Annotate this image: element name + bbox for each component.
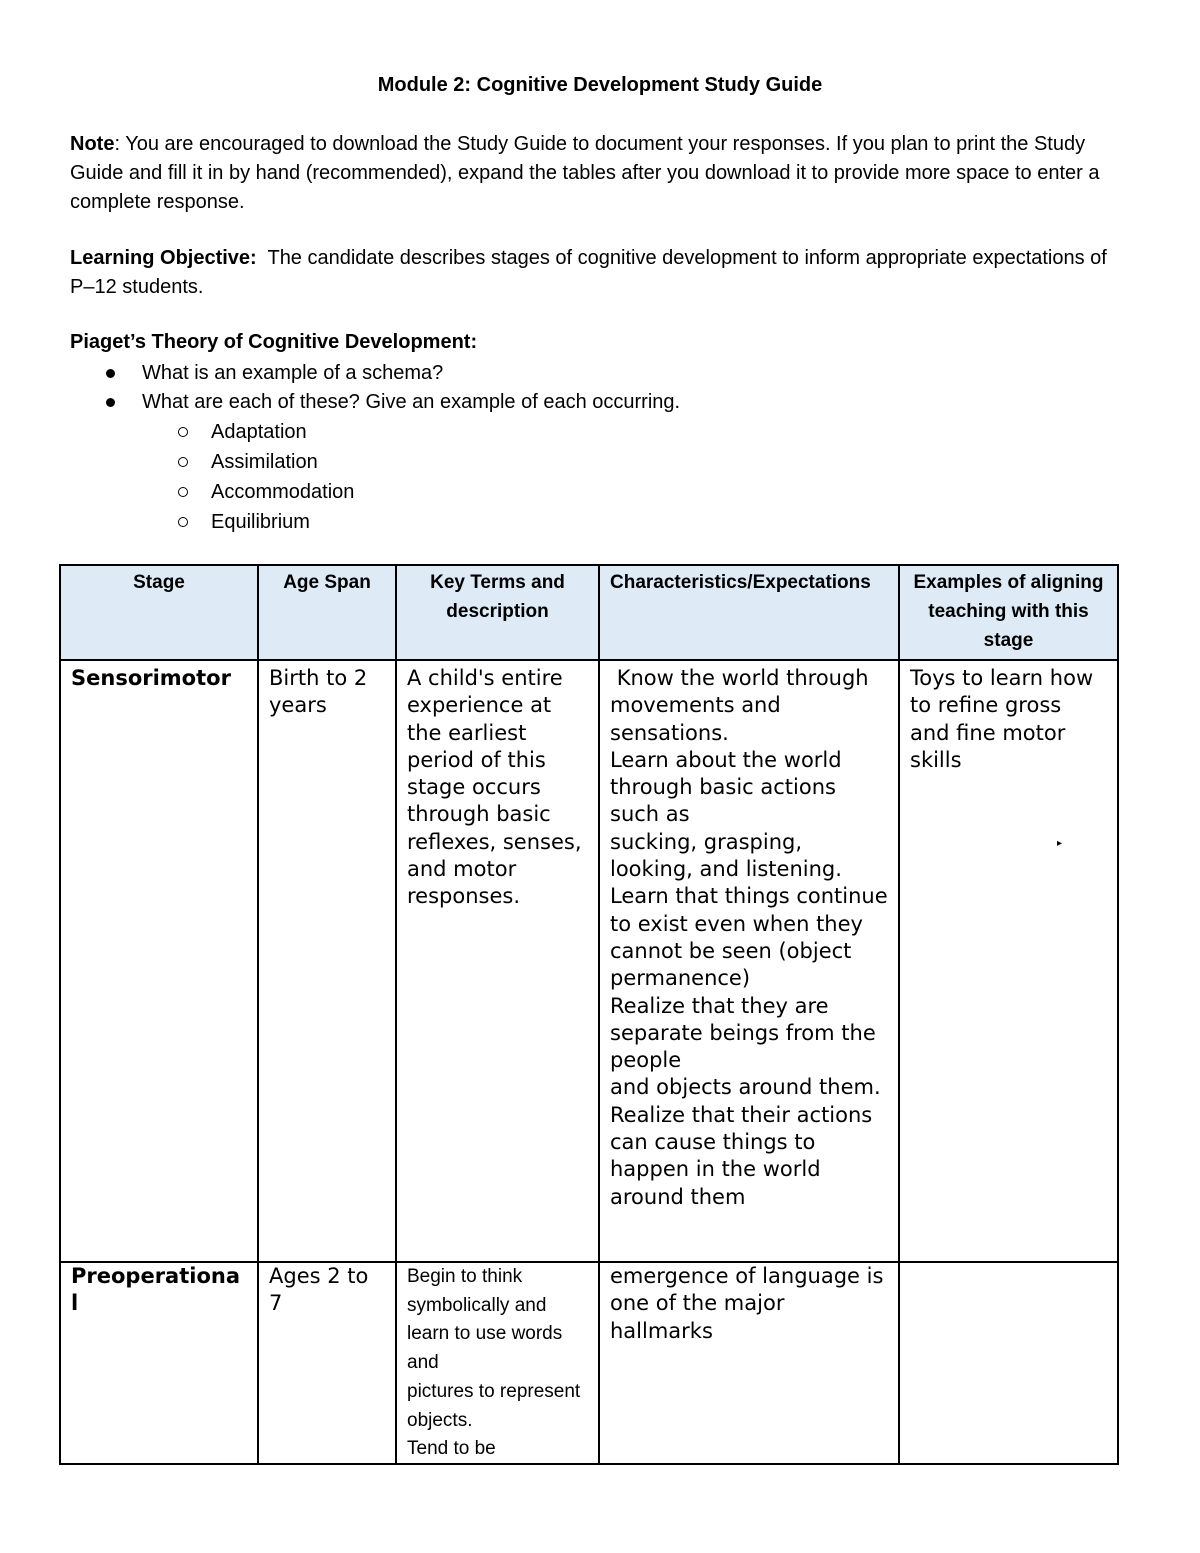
table-row [60, 660, 1118, 1262]
list-item: What is an example of a schema? [70, 359, 680, 388]
header-key-terms: Key Terms and description [396, 565, 599, 660]
stage-cell: Sensorimotor [60, 660, 258, 1262]
page-title: Module 2: Cognitive Development Study Guide [377, 74, 823, 96]
key-terms-cell: Begin to think symbolically and learn to use words and pictures to represent objects. Tend to be [396, 1262, 599, 1464]
age-cell: Ages 2 to 7 [258, 1262, 396, 1464]
key-terms-cell: A child's entire experience at the earliest period of this stage occurs through basic reflexes, senses, and motor responses. [396, 660, 599, 1262]
header-age-span: Age Span [258, 565, 396, 660]
list-item: Accommodation [70, 477, 354, 507]
bullet-icon [106, 369, 115, 378]
note-paragraph [70, 130, 1130, 217]
list-item: Assimilation [70, 447, 354, 477]
characteristics-cell: emergence of language is one of the major hallmarks [599, 1262, 899, 1464]
header-stage: Stage [60, 565, 258, 660]
header-characteristics: Characteristics/Expectations [599, 565, 899, 660]
note-label: Note [70, 133, 115, 155]
piaget-heading: Piaget’s Theory of Cognitive Development: [70, 331, 478, 353]
examples-cell [899, 1262, 1118, 1464]
list-item: What are each of these? Give an example of each occurring. [70, 388, 680, 417]
note-text: : You are encouraged to download the Study Guide to document your responses. If you plan to print the Study Guide and fill it in by hand (recommended), expand the tables after you download it to provide more space to enter a complete response. [70, 133, 1100, 213]
objective-text: The candidate describes stages of cognitive development to inform appropriate expectations of P–12 students. [70, 247, 1113, 298]
objective-label: Learning Objective: [70, 247, 257, 269]
arrow-marker-icon: ▸ [1057, 838, 1063, 849]
table-header-row [60, 565, 1118, 660]
list-item: Adaptation [70, 417, 354, 447]
question-list [70, 359, 680, 417]
circle-bullet-icon [178, 517, 188, 527]
list-item: Equilibrium [70, 507, 354, 537]
characteristics-cell: Know the world through movements and sensations. Learn about the world through basic actions such as sucking, grasping, looking, and listening. Learn that things continue to exist even when they cannot be seen (object permanence) Realize that they are separate beings from the people and objects around them. Realize that their actions can cause things to happen in the world around them [599, 660, 899, 1262]
header-examples: Examples of aligning teaching with this stage [899, 565, 1118, 660]
age-cell: Birth to 2 years [258, 660, 396, 1262]
learning-objective-paragraph [70, 244, 1130, 302]
stages-table [59, 564, 1119, 1465]
circle-bullet-icon [178, 427, 188, 437]
circle-bullet-icon [178, 487, 188, 497]
circle-bullet-icon [178, 457, 188, 467]
examples-cell: Toys to learn how to refine gross and fine motor skills [899, 660, 1118, 1262]
table-row [60, 1262, 1118, 1464]
bullet-icon [106, 398, 115, 407]
concept-list [70, 417, 354, 537]
stage-cell: Preoperational [60, 1262, 258, 1464]
